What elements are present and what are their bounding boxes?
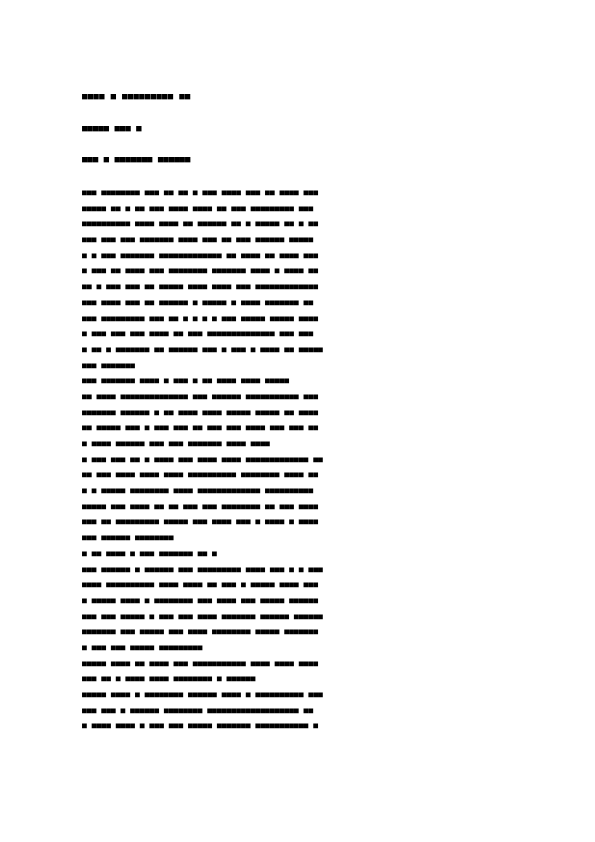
document-body [82, 185, 514, 734]
paragraph [82, 656, 514, 687]
paragraph [82, 546, 514, 656]
paragraph [82, 452, 514, 546]
text-line: ■■ ■■■ ■■■■ ■■■■ ■■■■ ■■■■■■■■■■ ■■■■■■■■ ■■■■ ■■ [82, 470, 319, 480]
text-line: ■■■■■■■ ■■■■■■ ■ ■■ ■■■■ ■■■■ ■■■■■ ■■■■■ ■■ ■■■■ [82, 407, 319, 417]
text-line: ■■■ ■■ ■ ■■■■ ■■■■ ■■■■■■■■ ■ ■■■■■■ [82, 674, 256, 684]
text-line: ■■■■ ■■■■■■■■■■ ■■■■ ■■■■ ■■ ■■■ ■ ■■■■■ ■■■■ ■■■ [82, 580, 319, 590]
text-line: ■■■■■ ■■ ■ ■■ ■■■ ■■■■ ■■■■ ■■ ■■■ ■■■■■■■■■ ■■■ [82, 203, 314, 213]
paragraph [82, 373, 514, 451]
text-line: ■■■ ■■■■■■■ ■■■■ ■ ■■■ ■ ■■ ■■■■ ■■■■ ■■■■■ [82, 376, 290, 386]
text-line: ■■ ■■■■ ■■■■■■■■■■■■■■ ■■■ ■■■■■■ ■■■■■■■■■■■ ■■■ [82, 391, 319, 401]
text-line: ■■■ ■■ ■■■■■■■■■ ■■■■■ ■■■ ■■■■ ■■■ ■ ■■■■ ■ ■■■■ [82, 517, 319, 527]
text-line: ■■ ■ ■■■ ■■■ ■■ ■■■■■ ■■■■ ■■■■ ■■■ ■■■■■■■■■■■■■ [82, 282, 319, 292]
text-line: ■■■■■ ■■■■ ■ ■■■■■■■■ ■■■■■■ ■■■■ ■ ■■■■■■■■■■ ■■■ [82, 690, 323, 699]
section-heading: ■■■ ■ ■■■■■■■ ■■■■■■ [82, 155, 191, 165]
text-line: ■ ■■ ■ ■■■■■■■ ■■ ■■■■■■ ■■■ ■ ■■■ ■ ■■■■ ■■ ■■■■■ [82, 344, 323, 354]
paragraph [82, 185, 514, 373]
paragraph [82, 687, 514, 734]
text-line: ■■■ ■■■■■■■■■ ■■■ ■■ ■ ■ ■ ■ ■■■ ■■■■■ ■■■■■ ■■■■ [82, 313, 319, 323]
text-line: ■■■ ■■■■■■ ■■■■■■■■ [82, 533, 174, 543]
text-line: ■ ■ ■■■ ■■■■■■■ ■■■■■■■■■■■■■ ■■ ■■■■ ■■ ■■■■ ■■■ [82, 250, 319, 260]
text-line: ■ ■■■■ ■■■■■■ ■■■ ■■■ ■■■■■■■ ■■■■ ■■■■ [82, 439, 270, 448]
text-line: ■ ■■■■■ ■■■■ ■ ■■■■■■■■ ■■■ ■■■■ ■■■ ■■■■■ ■■■■■■ [82, 595, 319, 605]
text-line: ■■■ ■■■ ■■■ ■■■■■■■ ■■■■ ■■■ ■■ ■■■ ■■■■■■ ■■■■■ [82, 235, 314, 245]
text-line: ■■■■■■■■■■ ■■■■ ■■■■ ■■ ■■■■■■ ■■ ■ ■■■■■ ■■ ■ ■■ [82, 219, 319, 229]
text-line: ■■■ ■■■ ■■■■■ ■ ■■■ ■■■ ■■■■ ■■■■■■■ ■■■■■■ ■■■■■■ [82, 611, 323, 621]
text-line: ■ ■■■ ■■■ ■■ ■ ■■■■ ■■■ ■■■■ ■■■■ ■■■■■■■■■■■■■ ■■ [82, 454, 323, 464]
text-line: ■■■ ■■■■ ■■■ ■■ ■■■■■■ ■ ■■■■■ ■ ■■■■ ■■■■■■■ ■■ [82, 297, 314, 307]
text-line: ■ ■■■ ■■■ ■■■■■ ■■■■■■■■■ [82, 642, 203, 652]
text-line: ■ ■■■■ ■■■■ ■ ■■■ ■■■ ■■■■■ ■■■■■■■ ■■■■■■■■■■■ ■ [82, 721, 319, 731]
text-line: ■■■■■■■ ■■■ ■■■■■ ■■■ ■■■■ ■■■■■■■■ ■■■■■ ■■■■■■■ [82, 627, 319, 637]
document-subtitle: ■■■■■ ■■■ ■ [82, 124, 142, 134]
text-line: ■■■ ■■■ ■ ■■■■■■ ■■■■■■■■ ■■■■■■■■■■■■■■■■■■■ ■■ [82, 705, 314, 715]
text-line: ■■■■■ ■■■■ ■■ ■■■■ ■■■ ■■■■■■■■■■■ ■■■■ ■■■■ ■■■■ [82, 658, 319, 668]
text-line: ■ ■■ ■■■■ ■ ■■■ ■■■■■■■ ■■ ■ [82, 548, 217, 558]
document-title: ■■■■ ■ ■■■■■■■■■ ■■ [82, 92, 191, 102]
text-line: ■ ■■■ ■■ ■■■■ ■■■ ■■■■■■■■ ■■■■■■■ ■■■■ ■ ■■■■ ■■ [82, 266, 319, 276]
text-line: ■■■ ■■■■■■■ [82, 360, 135, 370]
text-line: ■■■ ■■■■■■ ■ ■■■■■■ ■■■ ■■■■■■■■■ ■■■■ ■■■ ■ ■ ■■■ [82, 564, 323, 574]
text-line: ■■■■■ ■■■ ■■■■ ■■ ■■ ■■■ ■■■ ■■■■■■■■ ■■ ■■■ ■■■■ [82, 501, 319, 511]
text-line: ■ ■■■ ■■■ ■■■ ■■■■ ■■ ■■■ ■■■■■■■■■■■■■■ ■■■ ■■■ [82, 329, 314, 339]
text-line: ■ ■ ■■■■■ ■■■■■■■■ ■■■■ ■■■■■■■■■■■■■ ■■■■■■■■■■ [82, 486, 314, 496]
text-line: ■■■ ■■■■■■■■ ■■■ ■■ ■■ ■ ■■■ ■■■■ ■■■ ■■ ■■■■ ■■■ [82, 188, 319, 197]
text-line: ■■ ■■■■■ ■■■ ■ ■■■ ■■■ ■■ ■■■ ■■■ ■■■■ ■■■ ■■■ ■■ [82, 423, 319, 433]
